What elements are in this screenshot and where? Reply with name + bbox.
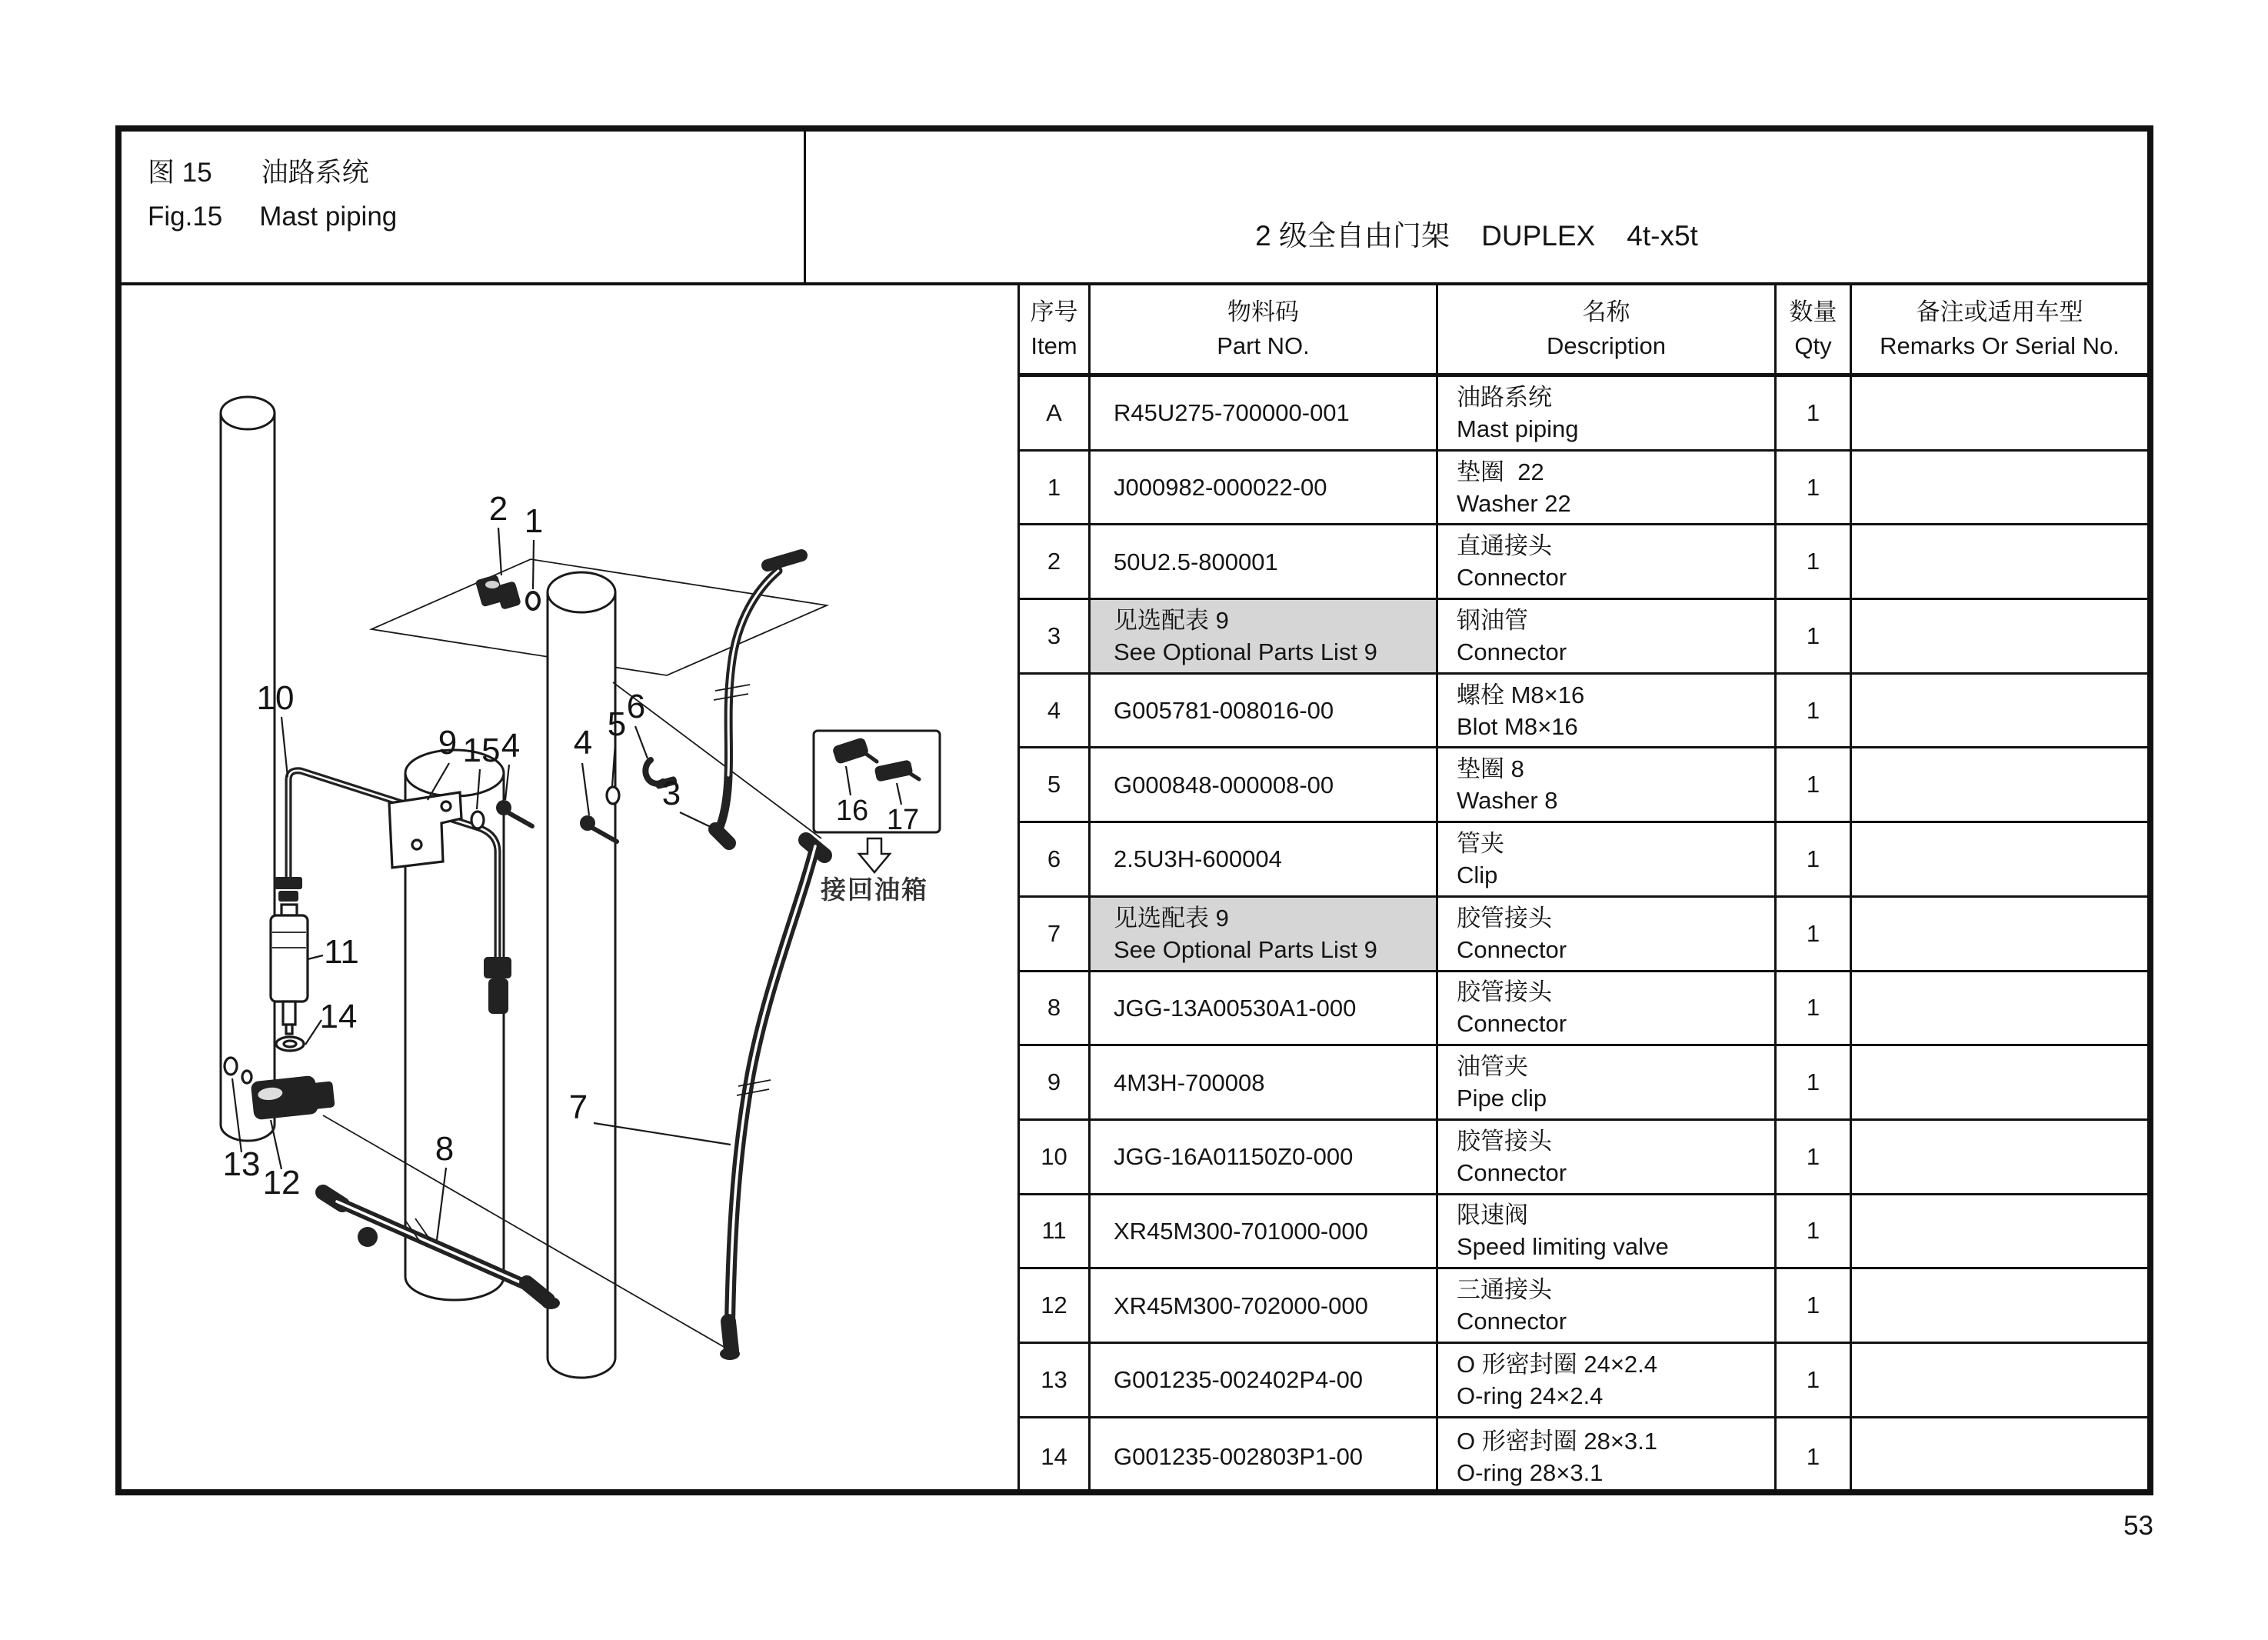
table-row [1020, 972, 2147, 1047]
cell-part-no: XR45M300-702000-000 [1091, 1269, 1438, 1342]
table-row [1020, 1269, 2147, 1344]
figure-title [148, 151, 397, 238]
mast-piping-diagram [115, 282, 1023, 1495]
mast-type-text: 2 级全自由门架 DUPLEX 4t-x5t [1255, 220, 1698, 252]
cell-description: O 形密封圈 24×2.4 O-ring 24×2.4 [1438, 1344, 1777, 1416]
cell-description: 胶管接头 Connector [1438, 1121, 1777, 1193]
callout-11: 11 [324, 933, 359, 971]
callout-16: 16 [835, 795, 869, 827]
cell-item: 5 [1020, 748, 1091, 821]
cell-item: 6 [1020, 823, 1091, 895]
cell-description: 螺栓 M8×16 Blot M8×16 [1438, 675, 1777, 747]
cell-remarks [1852, 377, 2147, 449]
table-row [1020, 823, 2147, 898]
table-row [1020, 748, 2147, 823]
mast-tube-right [548, 572, 615, 1378]
cell-part-no: JGG-16A01150Z0-000 [1091, 1121, 1438, 1193]
cell-part-no: 4M3H-700008 [1091, 1046, 1438, 1118]
cell-qty: 1 [1777, 377, 1852, 449]
callout-4a: 4 [501, 727, 521, 765]
cell-part-no: J000982-000022-00 [1091, 452, 1438, 524]
cell-qty: 1 [1777, 600, 1852, 672]
inset-note: 接回油箱 [821, 875, 928, 904]
cell-description: 油管夹 Pipe clip [1438, 1046, 1777, 1118]
col-header-qty: 数量 Qty [1777, 285, 1852, 373]
callout-12: 12 [262, 1164, 301, 1202]
cell-qty: 1 [1777, 452, 1852, 524]
cell-item: 1 [1020, 452, 1091, 524]
table-row [1020, 377, 2147, 452]
cell-part-no-optional: 见选配表 9 See Optional Parts List 9 [1091, 600, 1438, 672]
part-washer-15 [471, 812, 484, 828]
cell-qty: 1 [1777, 1121, 1852, 1193]
cell-remarks [1852, 1046, 2147, 1118]
cell-description: 管夹 Clip [1438, 823, 1777, 895]
table-row [1020, 600, 2147, 675]
callout-2: 2 [488, 490, 508, 528]
cell-remarks [1852, 748, 2147, 821]
callout-5: 5 [607, 705, 627, 743]
cell-qty: 1 [1777, 1269, 1852, 1342]
table-row [1020, 1195, 2147, 1270]
col-header-remarks: 备注或适用车型 Remarks Or Serial No. [1880, 298, 2120, 359]
table-row [1020, 1121, 2147, 1195]
page-number: 53 [2123, 1511, 2153, 1541]
cell-remarks [1852, 823, 2147, 895]
cell-qty: 1 [1777, 1418, 1852, 1495]
cell-part-no: G001235-002803P1-00 [1091, 1418, 1438, 1495]
cell-item: 9 [1020, 1046, 1091, 1118]
table-row [1020, 1046, 2147, 1121]
part-speed-valve-11 [271, 905, 308, 1034]
callout-10: 10 [256, 679, 295, 717]
callout-15: 15 [462, 732, 501, 769]
cell-qty: 1 [1777, 525, 1852, 598]
cell-remarks [1852, 452, 2147, 524]
figure-title-en [148, 195, 397, 238]
cell-part-no: G001235-002402P4-00 [1091, 1344, 1438, 1416]
callout-8: 8 [435, 1130, 455, 1168]
cell-description: 垫圈 22 Washer 22 [1438, 452, 1777, 524]
cell-item: 2 [1020, 525, 1091, 598]
cell-remarks [1852, 898, 2147, 970]
part-connector-2 [475, 575, 521, 610]
parts-table [1017, 285, 2147, 1495]
cell-remarks [1852, 1418, 2147, 1495]
cell-item: 14 [1020, 1418, 1091, 1495]
cell-remarks [1852, 1121, 2147, 1193]
cell-part-no: G005781-008016-00 [1091, 675, 1438, 747]
cell-item: 13 [1020, 1344, 1091, 1416]
cell-qty: 1 [1777, 675, 1852, 747]
part-hose-7 [720, 840, 824, 1360]
cell-item: 12 [1020, 1269, 1091, 1342]
fig-number-cn: 图 15 [148, 158, 212, 188]
cell-part-no: XR45M300-701000-000 [1091, 1195, 1438, 1268]
callout-7: 7 [568, 1088, 588, 1126]
cell-qty: 1 [1777, 898, 1852, 970]
part-washer-14 [276, 1037, 304, 1051]
part-washer-1 [527, 592, 539, 609]
axis-line [323, 1115, 731, 1351]
fig-name-en: Mast piping [259, 202, 398, 232]
callout-4b: 4 [573, 724, 593, 762]
cell-remarks [1852, 1195, 2147, 1268]
cell-description: 三通接头 Connector [1438, 1269, 1777, 1342]
cell-qty: 1 [1777, 823, 1852, 895]
cell-item: 10 [1020, 1121, 1091, 1193]
table-header-row [1020, 285, 2147, 377]
col-header-part: 物料码 Part NO. [1091, 285, 1438, 373]
cell-item: 7 [1020, 898, 1091, 970]
cell-description: 钢油管 Connector [1438, 600, 1777, 672]
cell-item: 4 [1020, 675, 1091, 747]
table-row [1020, 898, 2147, 972]
cell-item: 3 [1020, 600, 1091, 672]
cell-description: 胶管接头 Connector [1438, 972, 1777, 1045]
cell-remarks [1852, 675, 2147, 747]
cell-description: 直通接头 Connector [1438, 525, 1777, 598]
cell-qty: 1 [1777, 1046, 1852, 1118]
cell-remarks [1852, 972, 2147, 1045]
callout-14: 14 [319, 998, 358, 1035]
cell-part-no: 50U2.5-800001 [1091, 525, 1438, 598]
cell-description: 垫圈 8 Washer 8 [1438, 748, 1777, 821]
table-row [1020, 1344, 2147, 1418]
cell-part-no: G000848-000008-00 [1091, 748, 1438, 821]
mast-tube-left [221, 397, 275, 1141]
callout-6: 6 [626, 688, 646, 725]
cell-description: O 形密封圈 28×3.1 O-ring 28×3.1 [1438, 1418, 1777, 1495]
cell-item: 8 [1020, 972, 1091, 1045]
cell-description: 限速阀 Speed limiting valve [1438, 1195, 1777, 1268]
part-washer-5 [607, 787, 619, 804]
part-steel-pipe-3 [714, 555, 801, 843]
callout-17: 17 [886, 804, 920, 836]
cell-qty: 1 [1777, 972, 1852, 1045]
cell-part-no: R45U275-700000-001 [1091, 377, 1438, 449]
inset-detail-box [814, 731, 940, 904]
table-row [1020, 675, 2147, 749]
cell-remarks [1852, 1344, 2147, 1416]
table-row [1020, 525, 2147, 600]
col-header-item: 序号 Item [1020, 285, 1091, 373]
cell-remarks [1852, 600, 2147, 672]
table-row [1020, 452, 2147, 526]
callout-3: 3 [661, 775, 681, 812]
fig-number-en: Fig.15 [148, 202, 223, 232]
cell-part-no: 2.5U3H-600004 [1091, 823, 1438, 895]
table-row [1020, 1418, 2147, 1495]
cell-qty: 1 [1777, 1195, 1852, 1268]
cell-part-no: JGG-13A00530A1-000 [1091, 972, 1438, 1045]
callout-1: 1 [524, 502, 544, 540]
cell-part-no-optional: 见选配表 9 See Optional Parts List 9 [1091, 898, 1438, 970]
cell-qty: 1 [1777, 1344, 1852, 1416]
cell-remarks [1852, 1269, 2147, 1342]
cell-qty: 1 [1777, 748, 1852, 821]
down-arrow-icon [859, 838, 890, 872]
fig-name-cn: 油路系统 [261, 158, 369, 188]
mast-type-title [806, 125, 2147, 282]
callout-9: 9 [438, 724, 458, 762]
cell-item: 11 [1020, 1195, 1091, 1268]
cell-remarks [1852, 525, 2147, 598]
figure-title-cn [148, 151, 397, 195]
col-header-desc: 名称 Description [1438, 285, 1777, 373]
cell-description: 油路系统 Mast piping [1438, 377, 1777, 449]
callout-13: 13 [222, 1145, 261, 1183]
cell-item: A [1020, 377, 1091, 449]
cell-description: 胶管接头 Connector [1438, 898, 1777, 970]
